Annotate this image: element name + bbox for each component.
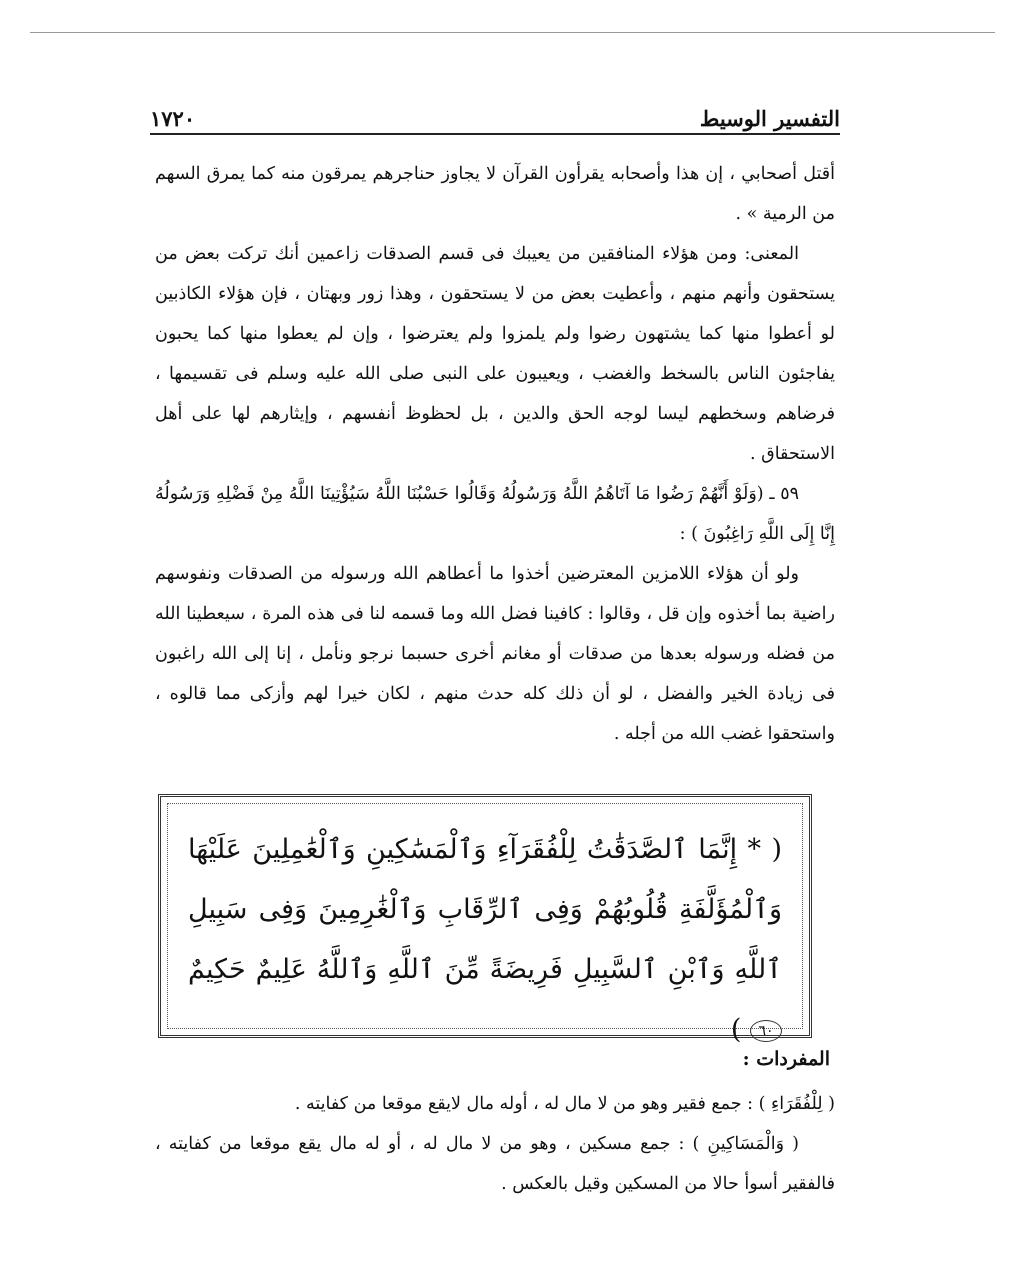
paragraph-meaning: المعنى: ومن هؤلاء المنافقين من يعيبك فى قسم الصدقات زاعمين أنك تركت بعض من يستحقون وأنهم منهم ، وأعطيت بعض من لا يستحقون ، وهذا زور وبهتان ، فإن هؤلاء الكاذبين لو أعطوا منها كما يشتهون رضوا ولم يلمزوا ولم يعترضوا ، وإن لم يعطوا منها كما يحبون يفاجئون الناس بالسخط والغضب ، ويعيبون على النبى صلى الله عليه وسلم فى تقسيمها ، فرضاهم وسخطهم ليسا لوجه الحق والدين ، بل لحظوظ أنفسهم ، وإيثارهم لها على أهل الاستحقاق .	[155, 244, 835, 464]
ayah-number-marker: ٦٠	[750, 1020, 782, 1042]
vocabulary-item-masakin: ( وَالْمَسَاكِينِ ) : جمع مسكين ، وهو من لا مال له ، أو له مال يقع موقعا من كفايته ، فالفقير أسوأ حالا من المسكين وقيل بالعكس .	[155, 1134, 835, 1194]
verse-60-text: ( * إِنَّمَا ٱلصَّدَقَٰتُ لِلْفُقَرَآءِ وَٱلْمَسَٰكِينِ وَٱلْعَٰمِلِينَ عَلَيْهَا وَٱلْمُؤَلَّفَةِ قُلُوبُهُمْ وَفِى ٱلرِّقَابِ وَٱلْغَٰرِمِينَ وَفِى سَبِيلِ ٱللَّهِ وَٱبْنِ ٱلسَّبِيلِ فَرِيضَةً مِّنَ ٱللَّهِ وَٱللَّهُ عَلِيمٌ حَكِيمٌ	[188, 834, 782, 985]
scan-top-rule	[30, 32, 995, 33]
main-text	[155, 154, 835, 754]
page-number: ١٧٢٠	[150, 105, 196, 131]
verse-60-box	[167, 803, 803, 1045]
vocabulary-section	[155, 1084, 835, 1204]
paragraph-hadith-end: أقتل أصحابي ، إن هذا وأصحابه يقرأون القرآن لا يجاوز حناجرهم يمرقون منه كما يمرق السهم من الرمية » .	[155, 164, 835, 224]
verse-59: ٥٩ ـ (وَلَوْ أَنَّهُمْ رَضُوا مَا آتَاهُمُ اللَّهُ وَرَسُولُهُ وَقَالُوا حَسْبُنَا اللَّهُ سَيُؤْتِينَا اللَّهُ مِنْ فَضْلِهِ وَرَسُولُهُ إِنَّا إِلَى اللَّهِ رَاغِبُونَ ) :	[155, 484, 835, 544]
header-rule	[150, 133, 840, 135]
running-title: التفسير الوسيط	[699, 105, 840, 131]
verse-frame	[158, 794, 812, 1045]
verse-closing-bracket: )	[730, 1014, 742, 1045]
vocabulary-heading: المفردات :	[742, 1048, 830, 1070]
vocabulary-item-fuqara: ( لِلْفُقَرَاءِ ) : جمع فقير وهو من لا مال له ، أوله مال لايقع موقعا من كفايته .	[294, 1094, 835, 1114]
paragraph-explanation: ولو أن هؤلاء اللامزين المعترضين أخذوا ما أعطاهم الله ورسوله من الصدقات ونفوسهم راضية بما أخذوه وإن قل ، وقالوا : كافينا فضل الله وما قسمه لنا فى هذه المرة ، سيعطينا الله من فضله ورسوله بعدها من صدقات أو مغانم أخرى حسبما نرجو ونأمل ، إنا إلى الله راغبون فى زيادة الخير والفضل ، لو أن ذلك كله حدث منهم ، لكان خيرا لهم وأزكى مما قالوه ، واستحقوا غضب الله من أجله .	[155, 564, 835, 744]
page-header	[150, 104, 840, 132]
